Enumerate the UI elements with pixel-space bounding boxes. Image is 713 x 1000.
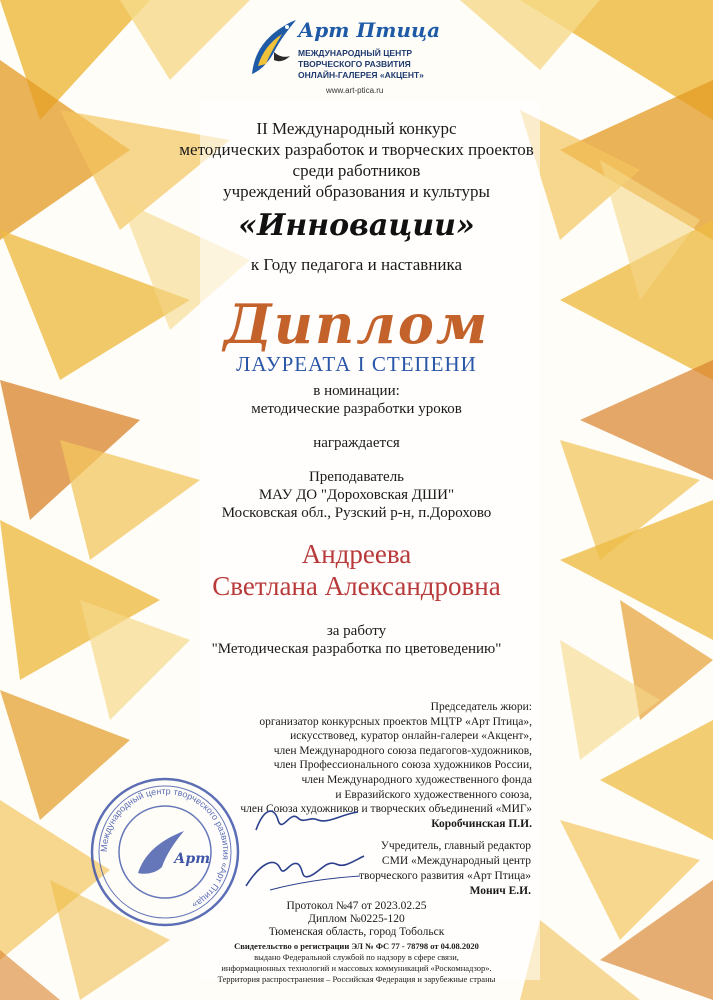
- logo-url: www.art-ptica.ru: [326, 86, 384, 95]
- founder-line-2: СМИ «Международный центр: [381, 855, 531, 867]
- protocol-number: Протокол №47 от 2023.02.25: [286, 900, 427, 912]
- jury-chair-name: Коробчинская П.И.: [431, 817, 532, 830]
- issued-by-line-1: выдано Федеральной службой по надзору в сфере связи,: [254, 952, 459, 962]
- jury-line-4: член Международного союза педагогов-художников,: [273, 744, 532, 757]
- logo: [244, 12, 444, 100]
- jury-line-3: искусствовед, куратор онлайн-галереи «Акцент»,: [290, 730, 532, 743]
- contest-line-4: учреждений образования и культуры: [223, 182, 490, 201]
- contest-line-1: II Международный конкурс: [256, 119, 457, 138]
- jury-line-7: и Евразийского художественного союза,: [335, 788, 532, 801]
- recipient-position: Преподаватель: [308, 469, 405, 485]
- work-title: "Методическая разработка по цветоведению": [211, 641, 502, 657]
- distribution-territory: Территория распространения – Российская Федерация и зарубежные страны: [217, 974, 496, 984]
- jury-line-6: член Международного художественного фонда: [301, 773, 532, 786]
- logo-title: Арт Птица: [298, 18, 441, 42]
- jury-line-1: Председатель жюри:: [430, 701, 532, 713]
- laureate-degree: ЛАУРЕАТА I СТЕПЕНИ: [236, 352, 477, 376]
- jury-signature: [252, 800, 362, 840]
- work-label: за работу: [326, 623, 387, 639]
- contest-line-2: методических разработок и творческих проектов: [179, 140, 534, 159]
- diploma-number: Диплом №0225-120: [308, 913, 405, 925]
- awarded-label: награждается: [313, 435, 400, 451]
- logo-line-2: ТВОРЧЕСКОГО РАЗВИТИЯ: [298, 59, 411, 69]
- jury-line-5: член Профессионального союза художников России,: [273, 759, 532, 772]
- contest-name: «Инновации»: [238, 208, 475, 243]
- jury-line-8: член Союза художников и творческих объединений «МИГ»: [240, 803, 532, 816]
- recipient-organization: МАУ ДО "Дороховская ДШИ": [258, 487, 455, 503]
- contest-dedication: к Году педагога и наставника: [250, 255, 463, 274]
- recipient-given-names: Светлана Александровна: [212, 571, 501, 601]
- diploma-title: Диплом: [223, 292, 490, 356]
- recipient-surname: Андреева: [301, 539, 412, 569]
- nomination-label: в номинации:: [313, 383, 400, 399]
- founder-line-1: Учредитель, главный редактор: [380, 840, 531, 852]
- founder-line-3: творческого развития «Арт Птица»: [358, 870, 531, 882]
- issued-by-line-2: информационных технологий и массовых коммуникаций «Роскомнадзор».: [221, 963, 492, 973]
- founder-signature: [240, 846, 370, 896]
- contest-line-3: среди работников: [292, 161, 421, 180]
- logo-line-3: ОНЛАЙН-ГАЛЕРЕЯ «АКЦЕНТ»: [298, 70, 424, 80]
- stamp-ring-text: Международный центр творческого развития «Арт Птица»: [98, 785, 232, 911]
- logo-line-1: МЕЖДУНАРОДНЫЙ ЦЕНТР: [298, 48, 413, 58]
- nomination: методические разработки уроков: [251, 401, 462, 417]
- bird-logo-icon: [244, 14, 298, 84]
- registration-certificate: Свидетельство о регистрации ЭЛ № ФС 77 - 78798 от 04.08.2020: [234, 941, 479, 951]
- stamp-center-text: Арт: [174, 851, 211, 867]
- jury-line-2: организатор конкурсных проектов МЦТР «Арт Птица»,: [259, 715, 532, 728]
- region: Тюменская область, город Тобольск: [268, 926, 445, 938]
- founder-name: Монич Е.И.: [469, 885, 531, 897]
- recipient-location: Московская обл., Рузский р-н, п.Дорохово: [221, 505, 492, 521]
- contest-heading: [0, 118, 713, 202]
